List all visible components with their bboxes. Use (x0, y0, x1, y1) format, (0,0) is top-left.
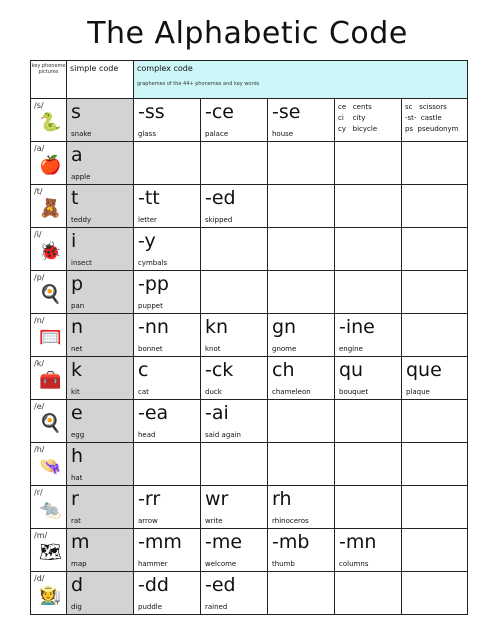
complex-code-cell (201, 99, 268, 142)
phoneme-row (31, 314, 468, 357)
phoneme-row (31, 357, 468, 400)
simple-code-cell (67, 142, 134, 185)
complex-code-header (134, 61, 468, 99)
key-word: cat (138, 388, 149, 396)
phoneme-label: /k/ (34, 359, 45, 368)
phoneme-row (31, 99, 468, 142)
complex-code-cell (268, 271, 335, 314)
key-picture-icon: 🥅 (39, 327, 62, 348)
key-word: net (71, 345, 83, 353)
complex-code-cell (402, 99, 468, 142)
complex-code-cell (134, 400, 201, 443)
grapheme: r (71, 488, 79, 510)
key-phoneme-pictures-header: key phoneme pictures (31, 61, 67, 99)
simple-code-header: simple code (67, 61, 134, 99)
complex-code-cell (402, 357, 468, 400)
complex-code-cell (268, 572, 335, 615)
phoneme-label: /p/ (34, 273, 45, 282)
key-picture-icon: 🧸 (39, 198, 62, 219)
simple-code-cell (67, 185, 134, 228)
complex-code-cell (134, 271, 201, 314)
key-picture-icon: 🗺 (39, 542, 62, 563)
key-picture-cell (31, 572, 67, 615)
complex-code-cell (335, 271, 402, 314)
simple-code-cell (67, 271, 134, 314)
phoneme-label: /s/ (34, 101, 44, 110)
complex-code-cell (402, 572, 468, 615)
key-picture-cell (31, 400, 67, 443)
grapheme: -ine (339, 316, 375, 338)
grapheme-list: ce cents ci city cy bicycle (338, 103, 378, 133)
key-picture-cell (31, 185, 67, 228)
key-picture-icon: 🐍 (39, 112, 62, 133)
key-word: map (71, 560, 87, 568)
key-word: knot (205, 345, 221, 353)
key-word: bouquet (339, 388, 369, 396)
key-word: chameleon (272, 388, 311, 396)
key-word: rhinoceros (272, 517, 309, 525)
key-picture-cell (31, 486, 67, 529)
grapheme: gn (272, 316, 297, 338)
key-picture-cell (31, 529, 67, 572)
grapheme: que (406, 359, 442, 381)
key-picture-cell (31, 99, 67, 142)
complex-code-cell (335, 185, 402, 228)
complex-code-cell (268, 142, 335, 185)
grapheme: -ed (205, 574, 236, 596)
key-word: thumb (272, 560, 295, 568)
key-word: snake (71, 130, 92, 138)
simple-code-cell (67, 572, 134, 615)
grapheme: -rr (138, 488, 161, 510)
complex-code-cell (335, 486, 402, 529)
simple-code-cell (67, 529, 134, 572)
simple-code-cell (67, 486, 134, 529)
key-word: plaque (406, 388, 430, 396)
phoneme-row (31, 271, 468, 314)
key-word: arrow (138, 517, 158, 525)
grapheme: k (71, 359, 83, 381)
key-word: welcome (205, 560, 237, 568)
complex-code-cell (201, 443, 268, 486)
grapheme: p (71, 273, 84, 295)
complex-code-cell (134, 572, 201, 615)
key-picture-icon: 🐞 (39, 241, 62, 262)
simple-code-cell (67, 228, 134, 271)
complex-code-cell (134, 99, 201, 142)
complex-code-cell (335, 142, 402, 185)
grapheme: ch (272, 359, 295, 381)
key-word: puppet (138, 302, 163, 310)
phoneme-row (31, 443, 468, 486)
complex-code-cell (201, 228, 268, 271)
grapheme: -ss (138, 101, 165, 123)
phoneme-label: /r/ (34, 488, 43, 497)
complex-code-cell (201, 572, 268, 615)
grapheme: i (71, 230, 77, 252)
complex-code-cell (335, 228, 402, 271)
complex-code-cell (201, 142, 268, 185)
key-word: hammer (138, 560, 168, 568)
grapheme: wr (205, 488, 229, 510)
grapheme: -mn (339, 531, 377, 553)
grapheme: -mb (272, 531, 310, 553)
key-picture-cell (31, 142, 67, 185)
key-word: skipped (205, 216, 233, 224)
phoneme-label: /h/ (34, 445, 45, 454)
complex-code-cell (134, 314, 201, 357)
complex-code-cell (402, 142, 468, 185)
key-picture-icon: 🍳 (39, 413, 62, 434)
complex-code-cell (335, 357, 402, 400)
phoneme-row (31, 400, 468, 443)
complex-code-cell (134, 357, 201, 400)
phoneme-row (31, 486, 468, 529)
key-word: bonnet (138, 345, 163, 353)
phoneme-label: /n/ (34, 316, 45, 325)
grapheme: -dd (138, 574, 169, 596)
complex-code-cell (268, 443, 335, 486)
key-word: cymbals (138, 259, 168, 267)
key-word: insect (71, 259, 92, 267)
key-word: apple (71, 173, 91, 181)
key-word: said again (205, 431, 241, 439)
grapheme: c (138, 359, 149, 381)
complex-code-cell (134, 443, 201, 486)
key-word: rained (205, 603, 228, 611)
key-word: palace (205, 130, 229, 138)
simple-code-cell (67, 314, 134, 357)
alphabetic-code-table (30, 60, 468, 615)
complex-code-cell (268, 99, 335, 142)
grapheme: -me (205, 531, 243, 553)
complex-code-cell (201, 400, 268, 443)
grapheme: -pp (138, 273, 169, 295)
complex-code-cell (134, 486, 201, 529)
complex-code-cell (201, 185, 268, 228)
grapheme: t (71, 187, 79, 209)
key-picture-cell (31, 443, 67, 486)
complex-code-cell (268, 228, 335, 271)
key-word: columns (339, 560, 369, 568)
complex-code-cell (402, 400, 468, 443)
grapheme: a (71, 144, 83, 166)
key-word: hat (71, 474, 83, 482)
header-row (31, 61, 468, 99)
complex-code-cell (402, 271, 468, 314)
key-picture-cell (31, 314, 67, 357)
phoneme-label: /d/ (34, 574, 45, 583)
key-picture-cell (31, 271, 67, 314)
complex-code-cell (134, 529, 201, 572)
simple-code-cell (67, 400, 134, 443)
complex-code-cell (335, 99, 402, 142)
key-picture-icon: 🧑‍🌾 (39, 585, 62, 606)
page-title: The Alphabetic Code (87, 16, 408, 51)
phoneme-label: /e/ (34, 402, 45, 411)
grapheme: -ck (205, 359, 234, 381)
phoneme-row (31, 185, 468, 228)
key-picture-icon: 🐀 (39, 499, 62, 520)
key-word: gnome (272, 345, 297, 353)
complex-code-cell (335, 443, 402, 486)
key-picture-icon: 🍎 (39, 155, 62, 176)
simple-code-cell (67, 357, 134, 400)
complex-code-cell (201, 529, 268, 572)
key-word: dig (71, 603, 82, 611)
grapheme: -ce (205, 101, 234, 123)
key-word: engine (339, 345, 363, 353)
grapheme-list: sc scissors -st- castle ps pseudonym (405, 103, 459, 133)
grapheme: kn (205, 316, 229, 338)
key-picture-icon: 🍳 (39, 284, 62, 305)
complex-code-cell (268, 400, 335, 443)
complex-code-cell (402, 486, 468, 529)
key-word: rat (71, 517, 81, 525)
grapheme: -y (138, 230, 156, 252)
key-picture-icon: 🧰 (39, 370, 62, 391)
grapheme: -ed (205, 187, 236, 209)
phoneme-label: /a/ (34, 144, 45, 153)
grapheme: h (71, 445, 84, 467)
complex-code-cell (201, 486, 268, 529)
key-word: egg (71, 431, 85, 439)
key-word: glass (138, 130, 156, 138)
grapheme: -mm (138, 531, 182, 553)
grapheme: d (71, 574, 84, 596)
complex-code-cell (402, 228, 468, 271)
phoneme-row (31, 228, 468, 271)
key-word: house (272, 130, 294, 138)
complex-code-cell (268, 529, 335, 572)
phoneme-row (31, 572, 468, 615)
phoneme-label: /i/ (34, 230, 42, 239)
complex-code-cell (134, 228, 201, 271)
simple-code-cell (67, 443, 134, 486)
key-word: write (205, 517, 223, 525)
complex-code-cell (268, 486, 335, 529)
grapheme: -se (272, 101, 301, 123)
phoneme-label: /t/ (34, 187, 43, 196)
key-word: duck (205, 388, 222, 396)
complex-code-cell (335, 572, 402, 615)
key-word: letter (138, 216, 157, 224)
grapheme: qu (339, 359, 364, 381)
complex-code-cell (201, 314, 268, 357)
key-word: puddle (138, 603, 163, 611)
complex-code-cell (268, 185, 335, 228)
key-word: head (138, 431, 156, 439)
complex-code-label: complex code (137, 64, 193, 73)
grapheme: s (71, 101, 81, 123)
grapheme: -ai (205, 402, 229, 424)
key-picture-icon: 👒 (39, 456, 62, 477)
complex-code-cell (134, 185, 201, 228)
complex-code-cell (402, 314, 468, 357)
complex-code-cell (268, 314, 335, 357)
grapheme: e (71, 402, 83, 424)
complex-code-cell (335, 529, 402, 572)
key-picture-cell (31, 228, 67, 271)
phoneme-label: /m/ (34, 531, 48, 540)
grapheme: m (71, 531, 90, 553)
grapheme: -nn (138, 316, 169, 338)
grapheme: -tt (138, 187, 160, 209)
complex-code-cell (201, 357, 268, 400)
complex-code-cell (268, 357, 335, 400)
phoneme-row (31, 142, 468, 185)
complex-code-cell (201, 271, 268, 314)
key-word: kit (71, 388, 80, 396)
complex-code-cell (402, 443, 468, 486)
key-picture-cell (31, 357, 67, 400)
complex-code-cell (335, 314, 402, 357)
simple-code-cell (67, 99, 134, 142)
complex-code-subtitle: graphemes of the 44+ phonemes and key words (137, 81, 260, 87)
grapheme: n (71, 316, 84, 338)
grapheme: -ea (138, 402, 169, 424)
phoneme-row (31, 529, 468, 572)
complex-code-cell (335, 400, 402, 443)
key-word: pan (71, 302, 85, 310)
key-word: teddy (71, 216, 92, 224)
complex-code-cell (402, 185, 468, 228)
complex-code-cell (402, 529, 468, 572)
complex-code-cell (134, 142, 201, 185)
grapheme: rh (272, 488, 292, 510)
